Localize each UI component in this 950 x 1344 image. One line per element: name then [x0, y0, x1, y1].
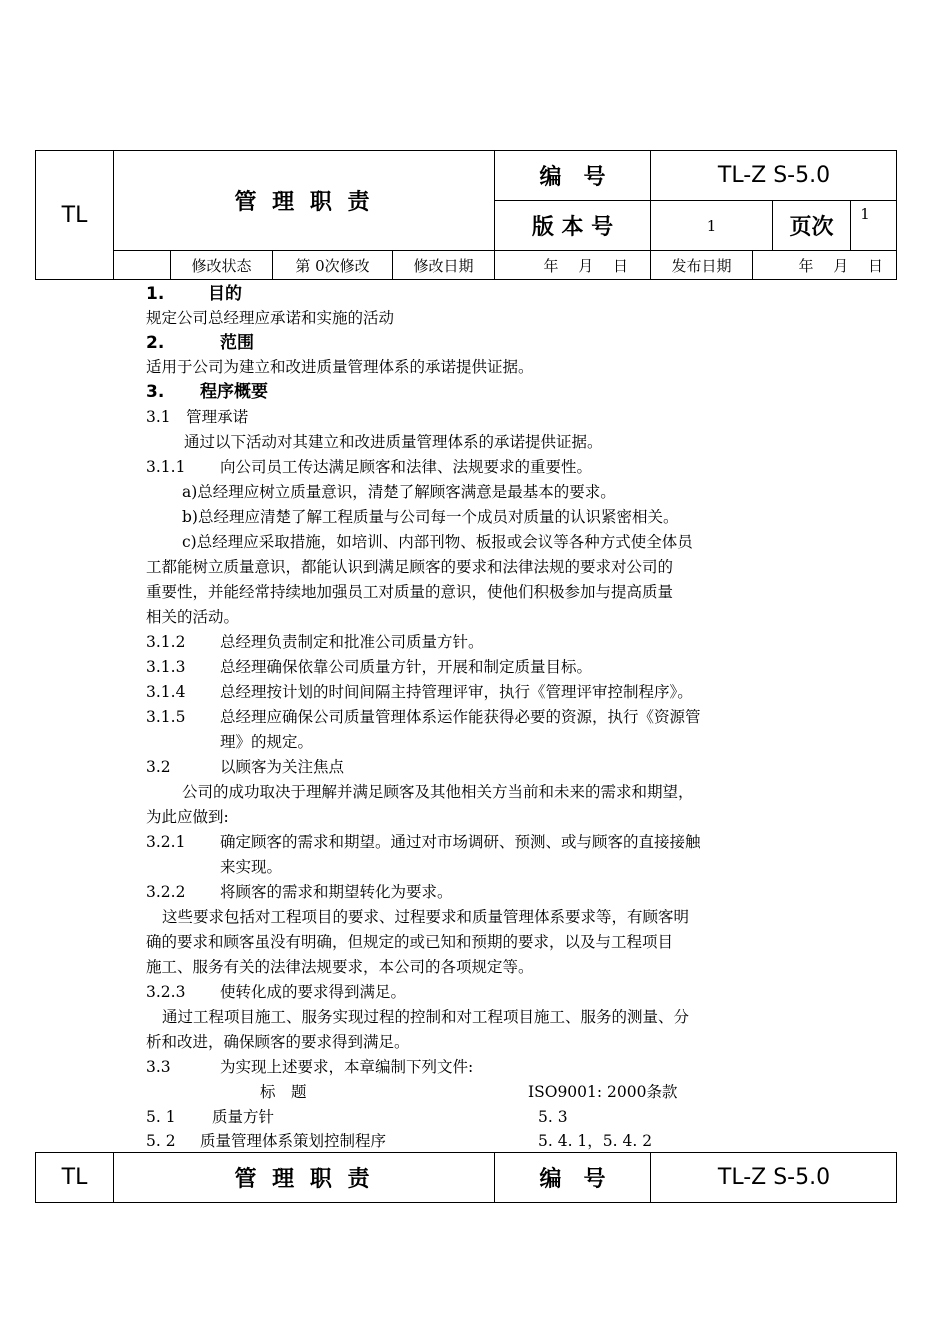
section-3-number: 3.: [146, 382, 165, 402]
doc-1-title: 质量方针: [212, 1108, 275, 1126]
code-value: TL-Z S-5.0: [717, 163, 831, 188]
section-1-number: 1.: [146, 284, 165, 304]
clause-3-1-1-number: 3.1.1: [146, 458, 186, 476]
revision-date-value: 年 月 日: [543, 256, 628, 275]
docs-column-title: 标 题: [260, 1083, 307, 1101]
clause-3-1-2: 总经理负责制定和批准公司质量方针。: [220, 633, 484, 651]
clause-3-1-1: 向公司员工传达满足顾客和法律、法规要求的重要性。: [220, 458, 593, 476]
clause-3-2-3-para-2: 析和改进，确保顾客的要求得到满足。: [146, 1033, 410, 1051]
section-2-title: 范围: [220, 333, 254, 353]
clause-3-2-1-number: 3.2.1: [146, 833, 186, 851]
item-c-line-1: c)总经理应采取措施，如培训、内部刊物、板报或会议等各种方式使全体员: [182, 533, 693, 551]
clause-3-3: 为实现上述要求，本章编制下列文件:: [220, 1058, 474, 1076]
clause-3-2-2-para-3: 施工、服务有关的法律法规要求，本公司的各项规定等。: [146, 958, 534, 976]
clause-3-1: 3.1 管理承诺: [146, 408, 249, 426]
footer-code-value: TL-Z S-5.0: [717, 1165, 831, 1190]
revision-date-label: 修改日期: [413, 256, 474, 275]
clause-3-1-3-number: 3.1.3: [146, 658, 186, 676]
version-label: 版 本 号: [531, 215, 614, 240]
revision-status-label: 修改状态: [191, 256, 252, 275]
section-1-text: 规定公司总经理应承诺和实施的活动: [146, 309, 395, 327]
clause-3-1-5-number: 3.1.5: [146, 708, 186, 726]
footer-document-title: 管 理 职 责: [234, 1167, 374, 1192]
clause-3-1-intro: 通过以下活动对其建立和改进质量管理体系的承诺提供证据。: [184, 433, 603, 451]
code-label: 编 号: [539, 165, 606, 190]
footer-code-label: 编 号: [539, 1167, 606, 1192]
section-1-title: 目的: [208, 284, 242, 304]
clause-3-2-1-line-1: 确定顾客的需求和期望。通过对市场调研、预测、或与顾客的直接接触: [220, 833, 701, 851]
publish-date-value: 年 月 日: [798, 256, 883, 275]
clause-3-2: 以顾客为关注焦点: [220, 758, 345, 776]
clause-3-2-3: 使转化成的要求得到满足。: [220, 983, 407, 1001]
company-code: TL: [61, 202, 88, 228]
document-title: 管 理 职 责: [234, 190, 374, 215]
clause-3-1-5-line-1: 总经理应确保公司质量管理体系运作能获得必要的资源，执行《资源管: [220, 708, 701, 726]
doc-2-title: 质量管理体系策划控制程序: [200, 1132, 387, 1150]
section-2-text: 适用于公司为建立和改进质量管理体系的承诺提供证据。: [146, 358, 534, 376]
clause-3-2-2-para-1: 这些要求包括对工程项目的要求、过程要求和质量管理体系要求等，有顾客明: [162, 908, 690, 926]
clause-3-2-number: 3.2: [146, 758, 171, 776]
item-a: a)总经理应树立质量意识，清楚了解顾客满意是最基本的要求。: [182, 483, 616, 501]
page-value: 1: [860, 205, 870, 223]
doc-2-clause: 5. 4. 1，5. 4. 2: [538, 1132, 653, 1150]
clause-3-2-para-2: 为此应做到:: [146, 808, 229, 826]
version-value: 1: [706, 216, 717, 235]
clause-3-2-3-number: 3.2.3: [146, 983, 186, 1001]
docs-column-clause: ISO9001: 2000条款: [528, 1083, 678, 1101]
clause-3-2-3-para-1: 通过工程项目施工、服务实现过程的控制和对工程项目施工、服务的测量、分: [162, 1008, 690, 1026]
clause-3-1-5-line-2: 理》的规定。: [220, 733, 314, 751]
item-c-line-4: 相关的活动。: [146, 608, 240, 626]
doc-1-number: 5. 1: [146, 1108, 176, 1126]
footer-company-code: TL: [61, 1165, 88, 1190]
page-label: 页次: [789, 215, 834, 240]
item-c-line-3: 重要性，并能经常持续地加强员工对质量的意识，使他们积极参加与提高质量: [146, 583, 674, 601]
clause-3-1-4-number: 3.1.4: [146, 683, 186, 701]
clause-3-2-2: 将顾客的需求和期望转化为要求。: [220, 883, 453, 901]
clause-3-2-para-1: 公司的成功取决于理解并满足顾客及其他相关方当前和未来的需求和期望，: [182, 783, 694, 801]
clause-3-1-2-number: 3.1.2: [146, 633, 186, 651]
item-c-line-2: 工都能树立质量意识，都能认识到满足顾客的要求和法律法规的要求对公司的: [146, 558, 674, 576]
clause-3-1-4: 总经理按计划的时间间隔主持管理评审，执行《管理评审控制程序》。: [220, 683, 693, 701]
revision-value: 第 0次修改: [295, 256, 370, 275]
doc-1-clause: 5. 3: [538, 1108, 568, 1126]
section-3-title: 程序概要: [200, 382, 268, 402]
item-b: b)总经理应清楚了解工程质量与公司每一个成员对质量的认识紧密相关。: [182, 508, 679, 526]
clause-3-1-3: 总经理确保依靠公司质量方针，开展和制定质量目标。: [220, 658, 593, 676]
clause-3-2-2-para-2: 确的要求和顾客虽没有明确，但规定的或已知和预期的要求，以及与工程项目: [146, 933, 674, 951]
clause-3-2-1-line-2: 来实现。: [220, 858, 283, 876]
clause-3-3-number: 3.3: [146, 1058, 171, 1076]
publish-date-label: 发布日期: [671, 256, 732, 275]
section-2-number: 2.: [146, 333, 165, 353]
clause-3-2-2-number: 3.2.2: [146, 883, 186, 901]
doc-2-number: 5. 2: [146, 1132, 176, 1150]
